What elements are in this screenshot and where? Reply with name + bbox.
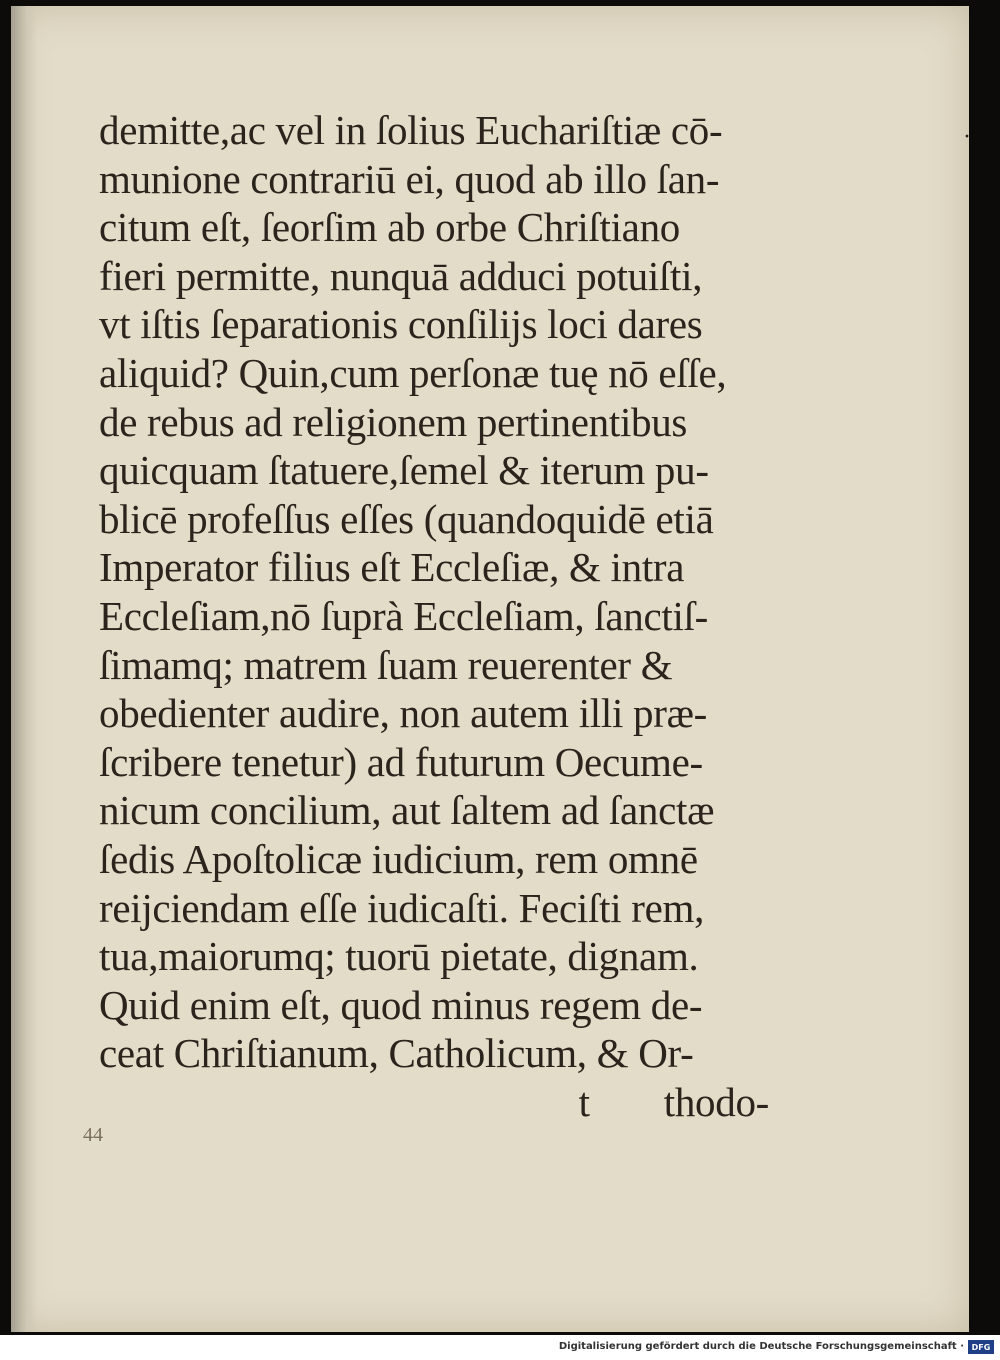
text-line: citum eſt, ſeorſim ab orbe Chriſtiano bbox=[99, 204, 680, 251]
text-line: munione contrariū ei, quod ab illo ſan- bbox=[99, 155, 720, 202]
text-line: vt iſtis ſeparationis conſilijs loci dares bbox=[99, 301, 703, 348]
text-line: de rebus ad religionem pertinentibus bbox=[99, 398, 688, 445]
text-line: reijciendam eſſe iudicaſti. Feciſti rem, bbox=[99, 884, 705, 931]
text-line: aliquid? Quin,cum perſonæ tuę nō eſſe, bbox=[99, 349, 727, 396]
text-line: ſcribere tenetur) ad futurum Oecume- bbox=[99, 738, 703, 785]
side-mark: · bbox=[963, 124, 971, 150]
page-gutter bbox=[11, 6, 37, 1332]
text-line: quicquam ſtatuere,ſemel & iterum pu- bbox=[99, 447, 709, 494]
book-page bbox=[11, 6, 969, 1332]
text-line: blicē profeſſus eſſes (quandoquidē etiā bbox=[99, 495, 714, 542]
text-line: Eccleſiam,nō ſuprà Eccleſiam, ſanctiſ- bbox=[99, 592, 709, 639]
text-line: obedienter audire, non autem illi præ- bbox=[99, 690, 707, 737]
page-text bbox=[99, 106, 789, 1126]
text-line: nicum concilium, aut ſaltem ad ſanctæ bbox=[99, 787, 715, 834]
margin-mark: 44 bbox=[83, 1124, 103, 1146]
footer-bar bbox=[0, 1335, 1000, 1360]
text-line: ceat Chriſtianum, Catholicum, & Or- bbox=[99, 1030, 694, 1077]
funding-credit: Digitalisierung gefördert durch die Deutsche Forschungsgemeinschaft · bbox=[558, 1341, 964, 1352]
text-line: fieri permitte, nunquā adduci potuiſti, bbox=[99, 252, 703, 299]
text-line: Quid enim eſt, quod minus regem de- bbox=[99, 981, 703, 1028]
catchword: thodo- bbox=[663, 1078, 769, 1125]
text-line: tua,maiorumq; tuorū pietate, dignam. bbox=[99, 933, 699, 980]
text-line: ſedis Apoſtolicæ iudicium, rem omnē bbox=[99, 835, 698, 882]
signature-mark: t bbox=[578, 1078, 590, 1125]
text-line: ſimamq; matrem ſuam reuerenter & bbox=[99, 641, 673, 688]
dfg-logo: DFG bbox=[968, 1340, 994, 1354]
footer-line bbox=[99, 1078, 789, 1127]
text-line: Imperator filius eſt Eccleſiæ, & intra bbox=[99, 544, 685, 591]
text-line: demitte,ac vel in ſolius Euchariſtiæ cō- bbox=[99, 107, 723, 153]
